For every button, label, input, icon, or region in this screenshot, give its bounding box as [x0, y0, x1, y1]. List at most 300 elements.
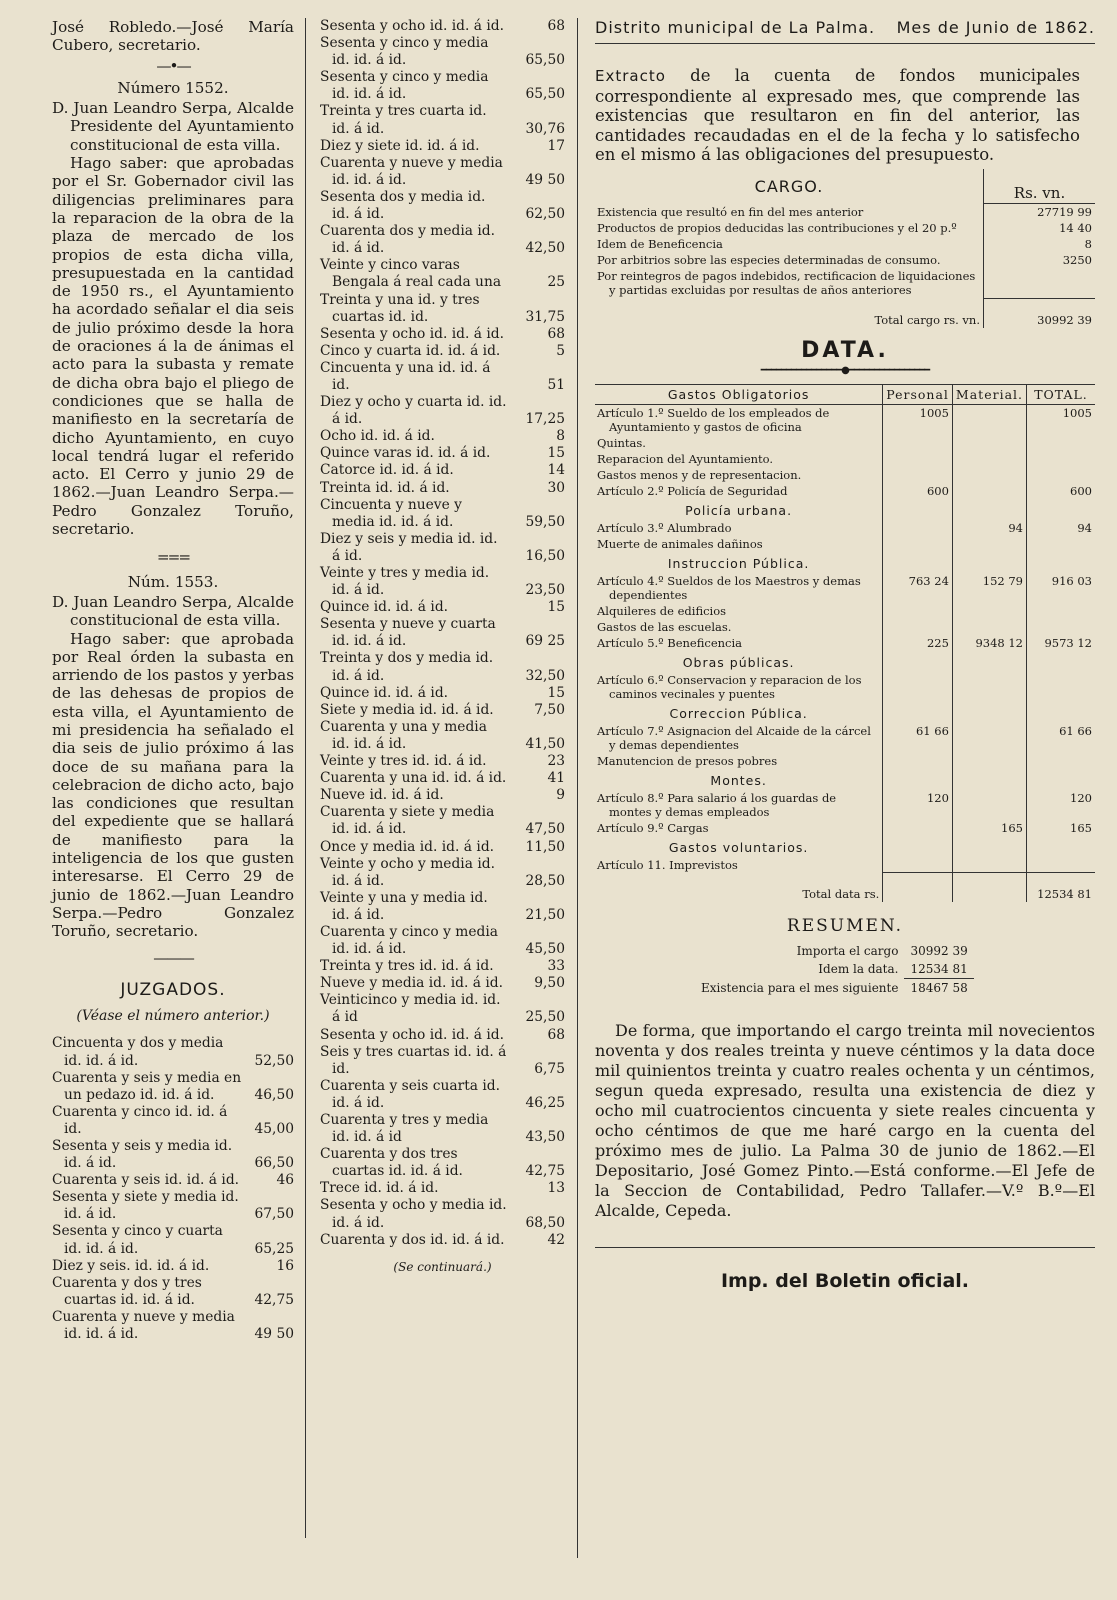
data-description: Muerte de animales dañinos	[597, 536, 763, 551]
inventory-item	[320, 702, 565, 719]
resumen-label: Importa el cargo	[796, 944, 899, 958]
item-value: 30,76	[525, 120, 565, 137]
inventory-item	[320, 360, 565, 394]
inventory-item	[320, 480, 565, 497]
data-description: Artículo 11. Imprevistos	[597, 857, 738, 872]
item-description: Cuarenta y una y media id. id. á id.	[320, 718, 487, 752]
data-section-row	[595, 836, 1095, 857]
material-amount: 165	[952, 820, 1026, 836]
personal-amount: 225	[883, 635, 953, 651]
item-value: 47,50	[525, 821, 565, 838]
total-amount: 94	[1027, 520, 1096, 536]
resumen-label: Existencia para el mes siguiente	[701, 980, 899, 995]
cargo-total-label: Total cargo rs. vn.	[874, 312, 980, 327]
inventory-item	[320, 924, 565, 958]
item-value: 49 50	[525, 171, 565, 188]
inventory-item	[320, 18, 565, 35]
total-amount	[1027, 435, 1096, 451]
cargo-amount: 27719 99	[984, 204, 1096, 221]
separator: —•—	[156, 56, 190, 75]
inventory-item	[320, 1146, 565, 1180]
item-description: Seis y tres cuartas id. id. á id.	[320, 1043, 507, 1077]
inventory-item	[320, 292, 565, 326]
item-value: 5	[556, 342, 565, 359]
resumen-amount: 18467 58	[904, 979, 973, 998]
data-row	[595, 451, 1095, 467]
item-description: Sesenta y nueve y cuarta id. id. á id.	[320, 616, 496, 650]
material-amount	[952, 790, 1026, 820]
data-section-row	[595, 552, 1095, 573]
item-value: 13	[547, 1180, 565, 1197]
item-value: 14	[547, 462, 565, 479]
inventory-item	[320, 975, 565, 992]
cargo-row	[595, 204, 1095, 221]
item-description: Trece id. id. á id.	[320, 1180, 439, 1197]
total-amount	[1027, 603, 1096, 619]
item-description: Cuarenta y nueve y media id. id. á id.	[320, 154, 503, 188]
item-value: 68	[547, 1026, 565, 1043]
personal-amount	[883, 857, 953, 873]
item-description: Diez y seis. id. id. á id.	[52, 1257, 210, 1274]
closing-statement: De forma, que importando el cargo treinta mil novecientos noventa y dos reales treinta y nueve céntimos y la data doce mil quinientos treinta y cuatro reales ochenta y un céntimos, segun queda expresado, resulta una existencia de diez y ocho mil cuatrocientos cincuenta y siete reales cincuenta y ocho céntimos de que me haré cargo en la cuenta del próximo mes de julio. La Palma 30 de junio de 1862.—El Depositario, José Gomez Pinto.—Está conforme.—El Jefe de la Seccion de Contabilidad, Pedro Tallafer.—V.º B.º—El Alcalde, Cepeda.	[595, 1021, 1095, 1220]
material-amount	[952, 619, 1026, 635]
data-description: Artículo 6.º Conservacion y reparacion de los caminos vecinales y puentes	[597, 672, 862, 701]
inventory-item	[320, 343, 565, 360]
inventory-item	[320, 445, 565, 462]
extract-text: de la cuenta de fondos municipales correspondiente al expresado mes, que comprende las existencias que resultaron en fin del anterior, las cantidades recaudadas en el de la fecha y lo satisfecho en el mismo á las obligaciones del presupuesto.	[595, 66, 1080, 164]
item-description: Cuarenta y cinco y media id. id. á id.	[320, 923, 498, 958]
column-rule	[305, 18, 306, 1538]
item-value: 42,75	[525, 1163, 565, 1180]
item-value: 46,25	[525, 1094, 565, 1111]
item-value: 66,50	[254, 1155, 294, 1172]
inventory-item	[320, 753, 565, 770]
material-amount	[952, 753, 1026, 769]
data-group-header: Gastos Obligatorios	[667, 386, 810, 402]
total-amount: 61 66	[1027, 723, 1096, 753]
data-section-title: Montes.	[710, 772, 767, 788]
data-row	[595, 404, 1095, 435]
item-description: Sesenta y cinco y media id. id. á id.	[320, 35, 489, 69]
item-description: Treinta y tres id. id. á id.	[320, 958, 494, 975]
imprint: Imp. del Boletin oficial.	[595, 1247, 1095, 1292]
total-amount	[1027, 536, 1096, 552]
item-description: Treinta y dos y media id. id. á id.	[320, 650, 494, 684]
item-value: 65,25	[254, 1240, 294, 1257]
total-amount	[1027, 753, 1096, 769]
inventory-item	[52, 1172, 294, 1189]
inventory-item	[320, 1180, 565, 1197]
item-value: 65,50	[525, 86, 565, 103]
personal-amount	[883, 820, 953, 836]
inventory-item	[320, 1027, 565, 1044]
inventory-item	[320, 189, 565, 223]
item-value: 9	[556, 787, 565, 804]
inventory-item	[320, 685, 565, 702]
item-description: Sesenta y ocho y media id. id. á id.	[320, 1197, 507, 1231]
material-amount: 94	[952, 520, 1026, 536]
item-description: Nueve y media id. id. á id.	[320, 975, 504, 992]
cargo-table	[595, 169, 1095, 328]
item-description: Cuarenta y nueve y media id. id. á id.	[52, 1308, 235, 1343]
resumen-row	[695, 979, 974, 998]
inventory-item	[320, 1197, 565, 1231]
column-2	[320, 18, 565, 1276]
cargo-description: Por reintegros de pagos indebidos, rectificacion de liquidaciones y partidas excluidas por resultas de años anteriores	[597, 269, 976, 297]
item-value: 28,50	[525, 872, 565, 889]
total-amount: 120	[1027, 790, 1096, 820]
inventory-item	[320, 155, 565, 189]
item-description: Sesenta y cinco y media id. id. á id.	[320, 69, 489, 103]
empty-cell	[952, 836, 1026, 857]
cargo-row	[595, 252, 1095, 268]
item-description: Cuarenta y dos y tres cuartas id. id. á id.	[52, 1274, 202, 1308]
personal-header: Personal	[883, 384, 953, 404]
item-value: 23	[547, 753, 565, 770]
item-description: Sesenta y siete y media id. id. á id.	[52, 1189, 239, 1223]
item-value: 65,50	[525, 52, 565, 69]
inventory-item	[320, 462, 565, 479]
resumen-amount: 12534 81	[910, 962, 968, 976]
data-section-row	[595, 499, 1095, 520]
empty-cell	[952, 651, 1026, 672]
data-description: Artículo 8.º Para salario á los guardas de montes y demas empleados	[597, 790, 837, 819]
inventory-item	[52, 1189, 294, 1223]
item-description: Cuarenta y dos tres cuartas id. id. á id.	[320, 1146, 463, 1180]
empty-cell	[952, 552, 1026, 573]
cargo-title: CARGO.	[754, 176, 824, 196]
item-description: Veinte y cinco varas Bengala á real cada una	[320, 257, 502, 291]
material-amount	[952, 467, 1026, 483]
inventory-item	[320, 497, 565, 531]
item-value: 32,50	[525, 667, 565, 684]
inventory-item	[320, 1044, 565, 1078]
item-value: 9,50	[534, 975, 565, 992]
data-row	[595, 753, 1095, 769]
data-row	[595, 573, 1095, 603]
inventory-item	[52, 1223, 294, 1257]
inventory-item	[320, 138, 565, 155]
item-description: Treinta y una id. y tres cuartas id. id.	[320, 291, 480, 325]
inventory-item	[320, 839, 565, 856]
data-description: Alquileres de edificios	[597, 603, 727, 618]
intro-signature: José Robledo.—José María Cubero, secretario.	[52, 18, 294, 55]
item-value: 23,50	[525, 582, 565, 599]
item-value: 46,50	[254, 1086, 294, 1103]
item-value: 41,50	[525, 735, 565, 752]
empty-cell	[1027, 552, 1096, 573]
inventory-item	[52, 1275, 294, 1309]
inventory-item	[52, 1309, 294, 1343]
material-amount	[952, 873, 1026, 903]
item-description: Sesenta y seis y media id. id. á id.	[52, 1138, 233, 1172]
empty-cell	[1027, 769, 1096, 790]
item-value: 46	[276, 1172, 294, 1189]
separator: ———	[153, 948, 193, 967]
item-value: 52,50	[254, 1052, 294, 1069]
empty-cell	[883, 552, 953, 573]
item-value: 62,50	[525, 206, 565, 223]
inventory-item	[320, 565, 565, 599]
item-value: 45,00	[254, 1120, 294, 1137]
data-description: Manutencion de presos pobres	[597, 753, 778, 768]
item-value: 42,50	[525, 240, 565, 257]
item-value: 49 50	[254, 1326, 294, 1343]
personal-amount: 120	[883, 790, 953, 820]
item-description: Diez y seis y media id. id. á id.	[320, 530, 498, 564]
item-description: Sesenta y cinco y cuarta id. id. á id.	[52, 1223, 223, 1257]
data-section-row	[595, 769, 1095, 790]
inventory-item	[320, 1078, 565, 1112]
data-title: DATA.	[801, 337, 889, 363]
item-value: 33	[547, 958, 565, 975]
data-section-title: Correccion Pública.	[669, 705, 808, 721]
inventory-list	[52, 1035, 294, 1343]
data-row	[595, 520, 1095, 536]
resumen-label: Idem la data.	[818, 962, 899, 977]
extract-intro	[595, 66, 1080, 165]
total-amount: 9573 12	[1027, 635, 1096, 651]
data-total-row	[595, 873, 1095, 903]
total-amount	[1027, 451, 1096, 467]
data-description: Artículo 5.º Beneficencia	[597, 635, 743, 650]
item-description: Cuarenta y seis id. id. á id.	[52, 1172, 240, 1189]
item-value: 43,50	[525, 1129, 565, 1146]
item-description: Nueve id. id. á id.	[320, 787, 444, 804]
inventory-list	[320, 18, 565, 1249]
empty-cell	[952, 769, 1026, 790]
data-description: Artículo 7.º Asignacion del Alcaide de la cárcel y demas dependientes	[597, 723, 871, 752]
item-description: Catorce id. id. á id.	[320, 462, 454, 479]
item-description: Veinte y ocho y media id. id. á id.	[320, 855, 495, 889]
inventory-item	[320, 223, 565, 257]
item-value: 42	[547, 1231, 565, 1248]
data-row	[595, 483, 1095, 499]
cargo-row	[595, 220, 1095, 236]
item-value: 51	[547, 376, 565, 393]
district-title: Distrito municipal de La Palma.	[595, 18, 876, 37]
data-description: Reparacion del Ayuntamiento.	[597, 451, 774, 466]
empty-cell	[883, 769, 953, 790]
item-description: Cuarenta y siete y media id. id. á id.	[320, 804, 495, 838]
item-value: 41	[547, 770, 565, 787]
item-description: Veinticinco y media id. id. á id	[320, 992, 501, 1026]
item-value: 21,50	[525, 906, 565, 923]
item-value: 6,75	[534, 1060, 565, 1077]
personal-amount	[883, 672, 953, 702]
empty-cell	[1027, 499, 1096, 520]
item-value: 59,50	[525, 513, 565, 530]
column-rule	[577, 18, 578, 1558]
personal-amount	[883, 619, 953, 635]
data-description: Quintas.	[597, 435, 646, 450]
cargo-description: Idem de Beneficencia	[597, 237, 723, 251]
resumen-title: RESUMEN.	[786, 916, 904, 936]
data-row	[595, 857, 1095, 873]
item-description: Cuarenta y seis cuarta id. id. á id.	[320, 1077, 500, 1111]
item-value: 17	[547, 137, 565, 154]
material-amount	[952, 404, 1026, 435]
cargo-row	[595, 268, 1095, 298]
item-description: Cuarenta y una id. id. á id.	[320, 770, 507, 787]
inventory-item	[320, 1112, 565, 1146]
data-row	[595, 820, 1095, 836]
total-amount	[1027, 672, 1096, 702]
inventory-item	[320, 69, 565, 103]
item-description: Veinte y tres id. id. á id.	[320, 753, 487, 770]
material-amount	[952, 451, 1026, 467]
data-row	[595, 790, 1095, 820]
data-section-title: Policía urbana.	[685, 502, 793, 518]
inventory-item	[320, 326, 565, 343]
section-title: JUZGADOS.	[120, 979, 226, 1000]
inventory-item	[320, 616, 565, 650]
item-description: Cincuenta y una id. id. á id.	[320, 359, 491, 393]
item-value: 16	[276, 1257, 294, 1274]
item-value: 15	[547, 445, 565, 462]
inventory-item	[320, 394, 565, 428]
inventory-item	[320, 787, 565, 804]
empty-cell	[1027, 836, 1096, 857]
section-note: (Véase el número anterior.)	[76, 1008, 270, 1025]
data-description: Artículo 9.º Cargas	[597, 820, 709, 835]
total-amount: 600	[1027, 483, 1096, 499]
item-value: 15	[547, 599, 565, 616]
personal-amount: 600	[883, 483, 953, 499]
total-amount	[1027, 467, 1096, 483]
inventory-item	[320, 958, 565, 975]
inventory-item	[320, 804, 565, 838]
item-description: Cuarenta y cinco id. id. á id.	[52, 1103, 228, 1137]
inventory-item	[320, 257, 565, 291]
data-section-title: Obras públicas.	[682, 654, 795, 670]
data-description: Artículo 1.º Sueldo de los empleados de Ayuntamiento y gastos de oficina	[597, 405, 830, 434]
item-description: Cincuenta y dos y media id. id. á id.	[52, 1035, 224, 1069]
extract-word: Extracto	[595, 67, 666, 85]
resumen-amount: 30992 39	[910, 944, 968, 958]
material-amount	[952, 672, 1026, 702]
item-description: Quince id. id. á id.	[320, 684, 449, 701]
item-description: Cuarenta dos y media id. id. á id.	[320, 223, 495, 257]
item-description: Veinte y tres y media id. id. á id.	[320, 565, 490, 599]
personal-amount: 1005	[883, 404, 953, 435]
item-description: Cincuenta y nueve y media id. id. á id.	[320, 496, 462, 530]
data-row	[595, 435, 1095, 451]
item-description: Sesenta y ocho id. id. á id.	[320, 325, 504, 342]
rs-header: Rs. vn.	[984, 169, 1096, 204]
data-description: Artículo 4.º Sueldos de los Maestros y demas dependientes	[597, 573, 861, 602]
material-amount	[952, 857, 1026, 873]
item-value: 31,75	[525, 308, 565, 325]
material-amount	[952, 536, 1026, 552]
inventory-item	[52, 1138, 294, 1172]
material-amount	[952, 435, 1026, 451]
item-description: Once y media id. id. á id.	[320, 838, 495, 855]
cargo-amount: 14 40	[984, 220, 1096, 236]
column-3	[595, 18, 1095, 1292]
empty-cell	[883, 702, 953, 723]
personal-amount	[883, 520, 953, 536]
item-value: 8	[556, 428, 565, 445]
item-value: 7,50	[534, 701, 565, 718]
total-header: TOTAL.	[1027, 384, 1096, 404]
item-value: 67,50	[254, 1206, 294, 1223]
data-section-row	[595, 702, 1095, 723]
item-description: Veinte y una y media id. id. á id.	[320, 889, 488, 923]
item-description: Diez y ocho y cuarta id. id. á id.	[320, 394, 507, 428]
material-amount	[952, 483, 1026, 499]
item-value: 68	[547, 325, 565, 342]
item-description: Diez y siete id. id. á id.	[320, 137, 480, 154]
inventory-item	[52, 1035, 294, 1069]
month-title: Mes de Junio de 1862.	[896, 18, 1095, 37]
personal-amount: 61 66	[883, 723, 953, 753]
data-description: Artículo 2.º Policía de Seguridad	[597, 483, 788, 498]
data-row	[595, 467, 1095, 483]
inventory-item	[320, 650, 565, 684]
inventory-item	[320, 599, 565, 616]
personal-amount	[883, 873, 953, 903]
item-value: 17,25	[525, 411, 565, 428]
material-amount	[952, 603, 1026, 619]
empty-cell	[883, 836, 953, 857]
item-description: Quince varas id. id. á id.	[320, 445, 491, 462]
item-value: 45,50	[525, 941, 565, 958]
edict-number: Núm. 1553.	[127, 572, 219, 591]
edict-heading: D. Juan Leandro Serpa, Alcalde Presidente del Ayuntamiento constitucional de esta villa.	[52, 99, 294, 154]
total-amount	[1027, 619, 1096, 635]
data-row	[595, 635, 1095, 651]
data-table	[595, 384, 1095, 903]
personal-amount: 763 24	[883, 573, 953, 603]
item-value: 25	[547, 274, 565, 291]
data-description: Gastos menos y de representacion.	[597, 467, 802, 482]
item-value: 30	[547, 479, 565, 496]
inventory-item	[320, 719, 565, 753]
personal-amount	[883, 467, 953, 483]
item-value: 68,50	[525, 1214, 565, 1231]
item-description: Cuarenta y tres y media id. id. á id	[320, 1112, 489, 1146]
inventory-item	[320, 103, 565, 137]
item-description: Cuarenta y dos id. id. á id.	[320, 1231, 505, 1248]
item-description: Sesenta y ocho id. id. á id.	[320, 1026, 504, 1043]
inventory-item	[320, 1232, 565, 1249]
inventory-item	[52, 1258, 294, 1275]
data-description: Total data rs.	[802, 886, 880, 901]
item-description: Sesenta y ocho id. id. á id.	[320, 18, 504, 34]
data-section-title: Gastos voluntarios.	[668, 839, 809, 855]
item-description: Siete y media id. id. á id.	[320, 701, 494, 718]
empty-cell	[952, 499, 1026, 520]
resumen-row	[695, 960, 974, 979]
cargo-total: 30992 39	[984, 298, 1096, 328]
data-row	[595, 723, 1095, 753]
item-value: 11,50	[525, 838, 565, 855]
edict-body: Hago saber: que aprobada por Real órden la subasta en arriendo de los pastos y yerbas de las dehesas de propios de esta villa, el Ayuntamiento de mi presidencia ha señalado el dia seis de julio próximo á las doce de su mañana para la celebracion de dicho acto, bajo las condiciones que resultan del expediente que se hallará de manifiesto para la inteligencia de los que gusten interesarse. El Cerro 29 de junio de 1862.—Juan Leandro Serpa.—Pedro Gonzalez Toruño, secretario.	[52, 629, 294, 941]
item-value: 42,75	[254, 1291, 294, 1308]
item-description: Treinta y tres cuarta id. id. á id.	[320, 103, 487, 137]
item-description: Cuarenta y seis y media en un pedazo id. id. á id.	[52, 1069, 242, 1103]
data-row	[595, 603, 1095, 619]
inventory-item	[52, 1104, 294, 1138]
item-description: Cinco y cuarta id. id. á id.	[320, 342, 501, 359]
resumen-row	[695, 942, 974, 960]
edict-number: Número 1552.	[117, 78, 229, 97]
empty-cell	[1027, 702, 1096, 723]
edict-body: Hago saber: que aprobadas por el Sr. Gobernador civil las diligencias preliminares para la reparacion de la obra de la plaza de mercado de los propios de esta dicha villa, presupuestada en la cantidad de 1950 rs., el Ayuntamiento ha acordado señalar el dia seis de julio próximo desde la hora de oraciones á la de ánimas el acto para la subasta y remate de dicha obra bajo el pliego de condiciones que se halla de manifiesto en la secretaría de dicho Ayuntamiento, en cuyo local tendrá lugar el referido acto. El Cerro y junio 29 de 1862.—Juan Leandro Serpa.—Pedro Gonzalez Toruño, secretario.	[52, 154, 294, 539]
total-amount: 165	[1027, 820, 1096, 836]
empty-cell	[883, 651, 953, 672]
